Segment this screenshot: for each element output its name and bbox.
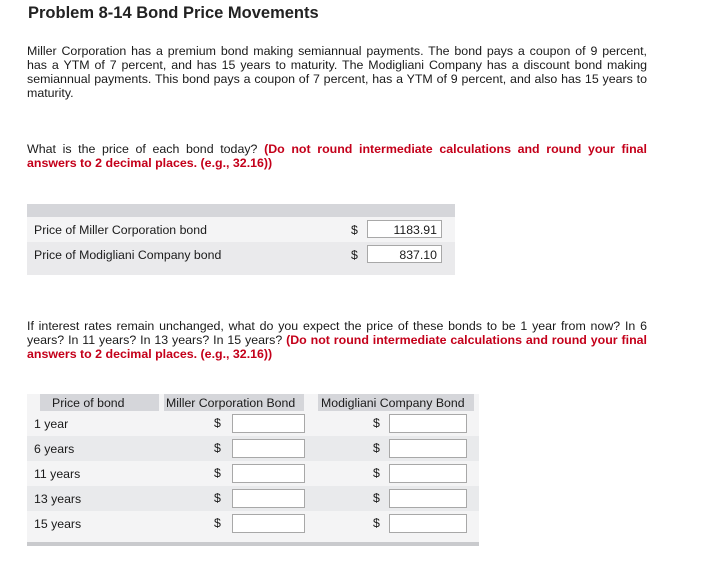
currency-symbol: $ <box>373 416 380 430</box>
table-header <box>27 204 455 217</box>
table-row <box>27 436 479 461</box>
header-price-of-bond: Price of bond <box>52 396 125 410</box>
row-label: Price of Miller Corporation bond <box>34 223 207 237</box>
miller-11-years-input[interactable] <box>232 464 305 483</box>
row-label: 15 years <box>34 517 82 531</box>
page-title: Problem 8-14 Bond Price Movements <box>28 4 319 22</box>
miller-1-year-input[interactable] <box>232 414 305 433</box>
modigliani-15-years-input[interactable] <box>389 514 467 533</box>
currency-symbol: $ <box>351 248 358 262</box>
miller-6-years-input[interactable] <box>232 439 305 458</box>
currency-symbol: $ <box>373 516 380 530</box>
miller-13-years-input[interactable] <box>232 489 305 508</box>
modigliani-6-years-input[interactable] <box>389 439 467 458</box>
question-1 <box>27 142 647 170</box>
currency-symbol: $ <box>373 466 380 480</box>
table-row <box>27 511 479 536</box>
problem-intro: Miller Corporation has a premium bond making semiannual payments. The bond pays a coupon of 9 percent, has a YTM of 7 percent, and has 15 years to maturity. The Modigliani Company has a discount bond making semiannual payments. This bond pays a coupon of 7 percent, has a YTM of 9 percent, and also has 15 years to maturity. <box>27 44 647 100</box>
question-2 <box>27 319 647 361</box>
table-row <box>27 411 479 436</box>
header-modigliani-bond: Modigliani Company Bond <box>321 396 465 410</box>
question-1-text: What is the price of each bond today? <box>27 142 265 156</box>
currency-symbol: $ <box>373 441 380 455</box>
currency-symbol: $ <box>214 441 221 455</box>
row-label: Price of Modigliani Company bond <box>34 248 222 262</box>
currency-symbol: $ <box>214 491 221 505</box>
header-miller-bond: Miller Corporation Bond <box>166 396 296 410</box>
future-price-table <box>27 394 479 545</box>
table-bottom-border <box>27 542 479 546</box>
row-label: 11 years <box>34 467 81 481</box>
modigliani-1-year-input[interactable] <box>389 414 467 433</box>
question-2-instruction: (Do not round intermediate calculations and round your final answers to 2 decimal places. (e.g., 32.16)) <box>27 333 647 361</box>
modigliani-11-years-input[interactable] <box>389 464 467 483</box>
row-label: 1 year <box>34 417 69 431</box>
row-label: 6 years <box>34 442 75 456</box>
table-row <box>27 217 455 242</box>
question-1-instruction: (Do not round intermediate calculations and round your final answers to 2 decimal places. (e.g., 32.16)) <box>27 142 647 170</box>
table-header <box>27 394 479 411</box>
table-row <box>27 461 479 486</box>
modigliani-price-input[interactable]: 837.10 <box>367 245 442 263</box>
current-price-table <box>27 204 455 275</box>
table-row <box>27 242 455 267</box>
currency-symbol: $ <box>214 516 221 530</box>
miller-15-years-input[interactable] <box>232 514 305 533</box>
currency-symbol: $ <box>373 491 380 505</box>
modigliani-13-years-input[interactable] <box>389 489 467 508</box>
currency-symbol: $ <box>351 223 358 237</box>
question-2-text: If interest rates remain unchanged, what do you expect the price of these bonds to be 1 year from now? In 6 years? In 11 years? In 13 years? In 15 years? <box>27 319 647 347</box>
row-label: 13 years <box>34 492 82 506</box>
currency-symbol: $ <box>214 416 221 430</box>
miller-price-input[interactable]: 1183.91 <box>367 220 442 238</box>
currency-symbol: $ <box>214 466 221 480</box>
table-row <box>27 486 479 511</box>
